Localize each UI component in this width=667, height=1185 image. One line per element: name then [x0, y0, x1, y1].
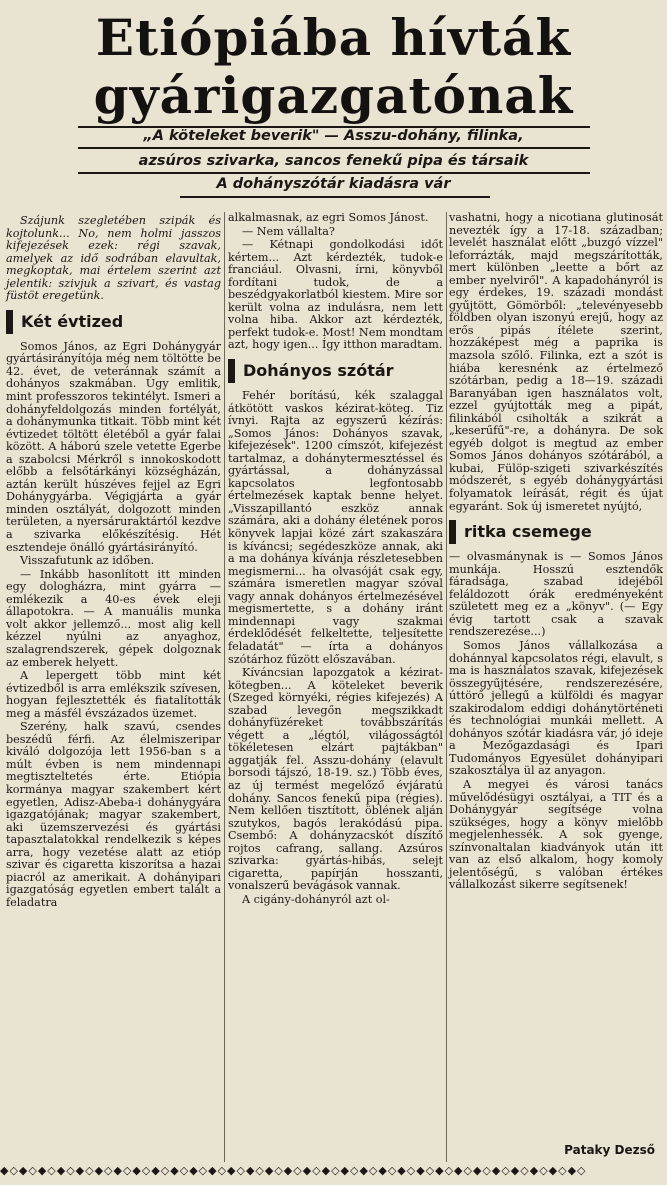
- heading-bar-icon: [449, 520, 456, 544]
- paragraph: — Inkább hasonlított itt minden egy dologházra, mint gyárra — emlékezik a 40-es évek eleji állapotokra. — A manuális munka volt akkor jellemző... most alig kell kézzel nyúlni az anyaghoz, szalagrendszerek, gépek dolgoznak az emberek helyett.: [6, 567, 221, 669]
- subhead-rule-3: [180, 196, 490, 198]
- paragraph: A lepergett több mint két évtizedből is arra emlékszik szívesen, hogyan fejlesztették és fiatalították meg a másfél évszázados üzemet.: [6, 669, 221, 720]
- column-divider-1: [224, 212, 225, 1162]
- section-heading-3-text: ritka csemege: [464, 522, 592, 542]
- ornamental-border: ◆◇◆◇◆◇◆◇◆◇◆◇◆◇◆◇◆◇◆◇◆◇◆◇◆◇◆◇◆◇◆◇◆◇◆◇◆◇◆◇◆◇◆◇◆◇◆◇◆◇◆◇◆◇◆◇◆◇◆◇◆◇: [0, 1164, 587, 1177]
- subhead-rule-2: [78, 172, 590, 174]
- section-heading-2-text: Dohányos szótár: [243, 361, 394, 381]
- paragraph: alkalmasnak, az egri Somos Jánost.: [228, 211, 429, 224]
- column-1: [6, 215, 221, 909]
- column-2: [228, 212, 443, 906]
- paragraph: Somos János, az Egri Dohánygyár gyártásirányítója még nem töltötte be 42. évet, de veteránnak számít a dohányos szakmában. Úgy emlitik, mint professzoros tekintélyt. Ismeri a dohányfeldolgozás minden fortélyát, a dohánymunka titkait. Több mint két évtizedet töltött életéből a gyár falai között. A háború szele vetette Egerbe a szabolcsi Mérkről s innokoskodott előbb a felsőtárkányi községházán, aztán került húszéves fejjel az Egri Dohánygyárba. Végigjárta a gyár minden osztályát, dolgozott minden területen, a nyersáruraktártól kezdve a szivarka előkészítésig. Hét esztendeje önálló gyártásirányító.: [6, 339, 221, 554]
- paragraph: Fehér borítású, kék szalaggal átkötött vaskos kézirat-köteg. Tiz ívnyi. Rajta az egyszerű kézírás: „Somos János: Dohányos szavak, kifejezések". 1200 címszót, kifejezést tartalmaz, a dohánytermesztéssel és gyártással, a dohányzással kapcsolatos legfontosabb értelmezések kaptak benne helyet. „Visszapillantó eszköz annak számára, aki a dohány életének poros könyvek lapjai közé zárt szakaszára is kíváncsi; segédeszköze annak, aki a ma dohánya kívánja részletesebben megismerni... ha olvasóját csak egy, számára ismeretlen magyar szóval vagy annak dohányos értelmezésével megismertette, s a dohány iránt mindennapi vagy szakmai érdeklődését felkeltette, teljesítette feladatát" — írta a dohányos szótárhoz fűzött előszavában.: [228, 389, 443, 666]
- paragraph: — olvasmánynak is — Somos János munkája. Hosszú esztendők fáradsága, szabad idejéből feláldozott órák eredményeként született meg ez a „könyv". (— Egy évig tartott csak a szavak rendszerezése...): [449, 550, 663, 639]
- subhead-line-3: A dohányszótár kiadásra vár: [216, 176, 451, 192]
- section-heading-1-text: Két évtized: [21, 311, 124, 331]
- heading-bar-icon: [228, 359, 235, 383]
- subhead-line-1: „A köteleket beverik" — Asszu-dohány, filinka,: [143, 128, 524, 144]
- paragraph: vashatni, hogy a nicotiana glutinosát nevezték így a 17-18. században; levelét használat előtt „buzgó vízzel" leforrázták, majd megszárították, mert különben „leette a bőrt az ember nyelviről". A kapadohányról is egy érdekes, 19. századi mondást gyűjtött, Gömörből: „televényesebb földben olyan iszonyú erejű, hogy az erős pipás ítélete szerint, hozzáképest még a paprika is mazsola szőlő. Filinka, ezt a szót is hiába keresnénk az értelmező szótárban, pedig a 18—19. századi Baranyában igen használatos volt, ezzel gyújtották meg a pipát, filinkából csiholták a szikrát a „keserűfű"-re, a dohányra. De sok egyéb dolgot is megtud az ember Somos János dohányos szótárából, a kubai, Fülöp-szigeti szivarkészítés módszerét, s egyéb dohánygyártási folyamatok leírását, régit és újat egyaránt. Sok új ismeretet nyújtó,: [449, 211, 663, 513]
- paragraph: A megyei és városi tanács művelődésügyi osztályai, a TIT és a Dohánygyár segítsége volna szükséges, hogy a könyv mielőbb megjelenhessék. A sok gyenge, színvonaltalan kiadványok után itt van az első alkalom, hogy komoly jelentőségű, s valóban értékes vállalkozást sikerre segítsenek!: [449, 777, 663, 892]
- paragraph: Visszafutunk az időben.: [20, 554, 155, 568]
- paragraph: Somos János vállalkozása a dohánnyal kapcsolatos régi, elavult, s ma is használatos szavak, kifejezések összegyűjtésére, rendszerezésére, úttörő jellegű a külföldi és magyar szakirodalom eddigi dohánytörténeti és technológiai munkái mellett. A dohányos szótár kiadásra vár, jó ideje a Mezőgazdasági és Ipari Tudományos Egyesület dohányipari szakosztálya ül az anyagon.: [449, 638, 663, 778]
- section-heading-1: [6, 310, 221, 334]
- heading-bar-icon: [6, 310, 13, 334]
- paragraph: Szerény, halk szavú, csendes beszédű férfi. Az élelmiszeripar kiváló dolgozója lett 1956-ban s a múlt évben is nem mindennapi megtiszteltetés érte. Etiópia kormánya magyar szakembert kért egyetlen, Adisz-Abeba-i dohánygyára igazgatójának; magyar szakembert, aki üzemszervezési és gyártási tapasztalatokkal rendelkezik s képes arra, hogy vezetése alatt az etióp szivar és cigaretta kiszorítsa a hazai piacról az amerikait. A dohányipari igazgatóság egyetlen embert talált a feladatra: [6, 720, 221, 909]
- subhead-rule-1: [78, 147, 590, 149]
- author-byline: Pataky Dezső: [564, 1143, 655, 1157]
- headline-line-2: gyárigazgatónak: [93, 66, 574, 125]
- paragraph: A cigány-dohányról azt ol-: [242, 892, 390, 906]
- column-3: [449, 212, 663, 892]
- column-divider-2: [446, 212, 447, 1162]
- headline-line-1: Etiópiába hívták: [95, 8, 572, 67]
- section-heading-3: [449, 520, 663, 544]
- section-heading-2: [228, 359, 443, 383]
- paragraph: — Kétnapi gondolkodási időt kértem... Azt kérdezték, tudok-e franciául. Olvasni, írni, könyvből fordítani tudok, de a beszédgyakorlatból kiestem. Mire sor került volna az indulásra, nem lett volna hiba. Akkor azt kérdezték, perfekt tudok-e. Most! Nem mondtam azt, hogy igen... Így itthon maradtam.: [228, 238, 443, 352]
- paragraph: Kíváncsian lapozgatok a kézirat-kötegben... A köteleket beverik (Szeged környéki, régies kifejezés) A szabad levegőn megszikkadt dohányfüzéreket továbbszárítás végett a „légtól, világosságtól tökéletesen elzárt pajtákban" aggatják fel. Asszu-dohány (elavult borsodi tájszó, 18-19. sz.) Több éves, az új termést megelőző évjáratú dohány. Sancos fenekű pipa (régies). Nem kellően tisztított, öblének alján szutykos, bagós lerakódású pipa. Csembő: A dohányzacskót díszítő rojtos cafrang, sallang. Azsúros szivarka: gyártás-hibás, selejt cigaretta, papírján hosszanti, vonalszerű bevágások vannak.: [228, 666, 443, 893]
- intro-paragraph: Szájunk szegletében szipák és kojtolunk... No, nem holmi jasszos kifejezések ezek: régi szavak, amelyek az idő sodrában elavultak, megkoptak, mai értelem szerint azt jelentik: szivjuk a szivart, és vastag füstöt eregetünk.: [6, 214, 221, 303]
- paragraph: — Nem vállalta?: [242, 224, 335, 238]
- subhead-line-2: azsúros szivarka, sancos fenekű pipa és társaik: [138, 153, 529, 169]
